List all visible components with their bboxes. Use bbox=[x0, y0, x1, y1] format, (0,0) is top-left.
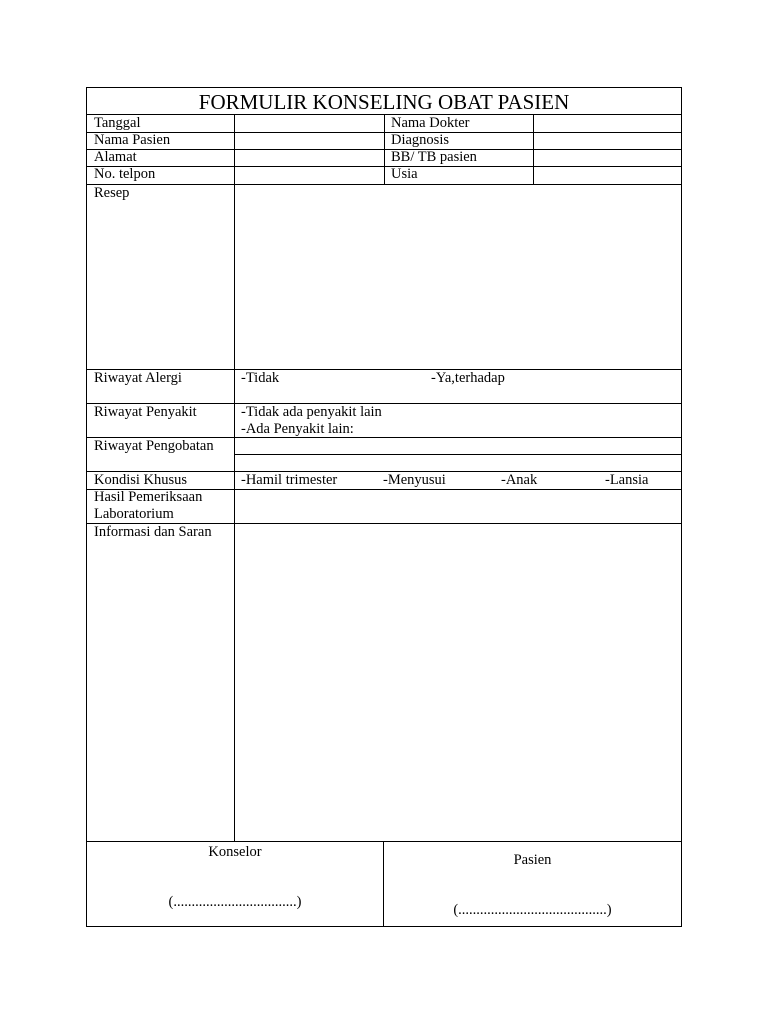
konselor-signature-line: (..................................) bbox=[168, 894, 302, 910]
col-divider bbox=[533, 114, 534, 184]
informasi-label: Informasi dan Saran bbox=[94, 524, 212, 540]
pasien-label: Pasien bbox=[513, 852, 552, 868]
alergi-option-yes: -Ya,terhadap bbox=[431, 370, 505, 386]
penyakit-label: Riwayat Penyakit bbox=[94, 404, 197, 420]
konselor-label: Konselor bbox=[208, 844, 262, 860]
penyakit-option-other: -Ada Penyakit lain: bbox=[241, 421, 354, 437]
nama-pasien-label: Nama Pasien bbox=[94, 132, 171, 148]
alergi-option-no: -Tidak bbox=[241, 370, 280, 386]
lab-label-line1: Hasil Pemeriksaan bbox=[94, 489, 203, 505]
kondisi-label: Kondisi Khusus bbox=[94, 472, 188, 488]
row-divider bbox=[87, 841, 681, 842]
form-title: FORMULIR KONSELING OBAT PASIEN bbox=[198, 90, 570, 114]
col-divider bbox=[384, 114, 385, 184]
tanggal-label: Tanggal bbox=[94, 115, 141, 131]
row-divider bbox=[234, 454, 681, 455]
kondisi-option-hamil: -Hamil trimester bbox=[241, 472, 338, 488]
lab-label-line2: Laboratorium bbox=[94, 506, 174, 522]
alamat-label: Alamat bbox=[94, 149, 137, 165]
usia-label: Usia bbox=[391, 166, 418, 182]
col-divider bbox=[234, 114, 235, 841]
nama-dokter-label: Nama Dokter bbox=[391, 115, 470, 131]
kondisi-option-menyusui: -Menyusui bbox=[383, 472, 446, 488]
pengobatan-label: Riwayat Pengobatan bbox=[94, 438, 214, 454]
diagnosis-label: Diagnosis bbox=[391, 132, 449, 148]
bb-tb-label: BB/ TB pasien bbox=[391, 149, 477, 165]
penyakit-option-none: -Tidak ada penyakit lain bbox=[241, 404, 382, 420]
resep-label: Resep bbox=[94, 185, 130, 201]
kondisi-option-anak: -Anak bbox=[501, 472, 538, 488]
row-divider bbox=[87, 184, 681, 185]
alergi-label: Riwayat Alergi bbox=[94, 370, 182, 386]
kondisi-option-lansia: -Lansia bbox=[605, 472, 649, 488]
telpon-label: No. telpon bbox=[94, 166, 156, 182]
pasien-signature-line: (.........................................) bbox=[453, 902, 612, 918]
counseling-form bbox=[86, 87, 682, 927]
